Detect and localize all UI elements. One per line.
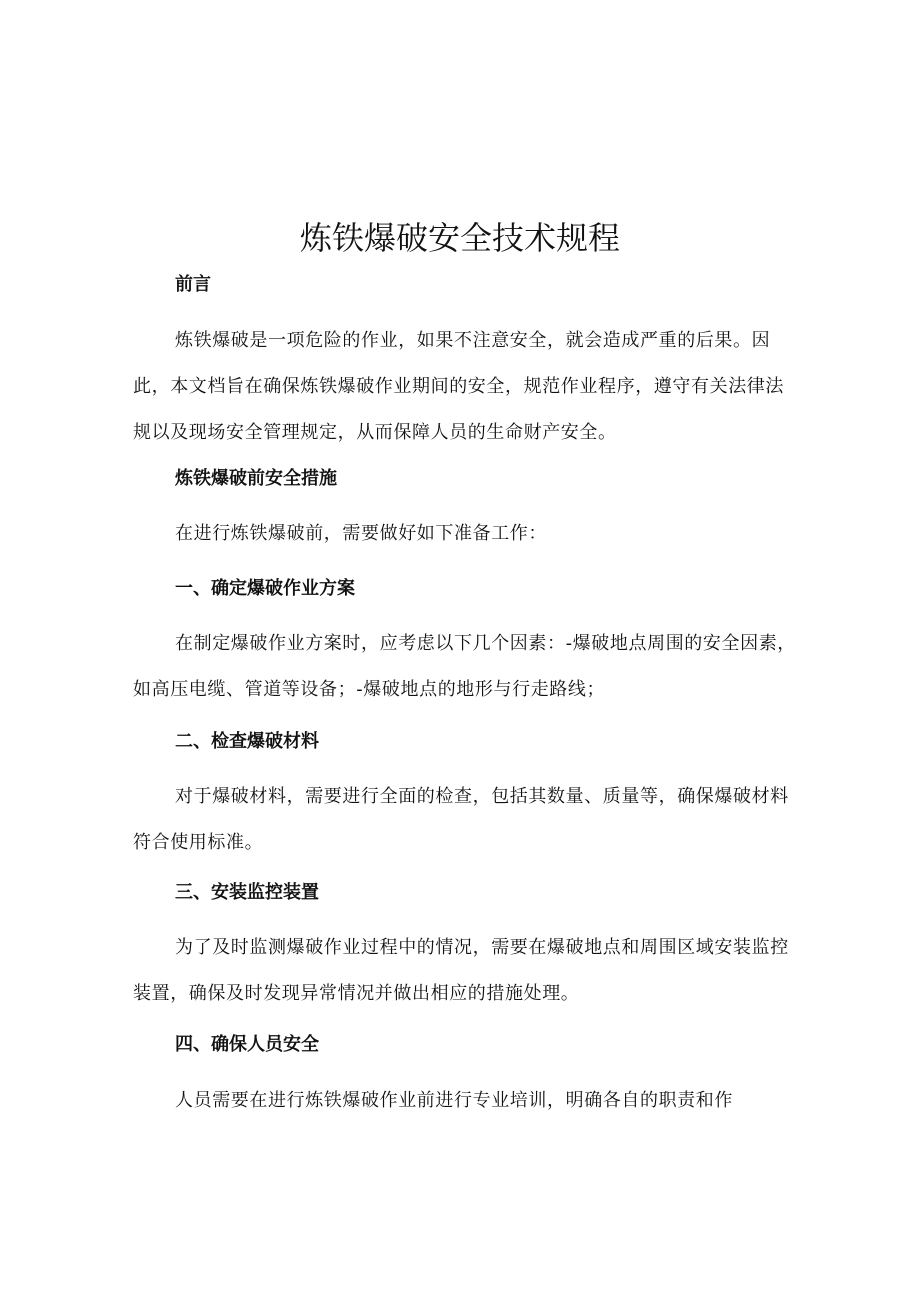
section-heading-pre-blasting-measures: 炼铁爆破前安全措施	[175, 468, 337, 489]
section-paragraph-personnel-safety: 人员需要在进行炼铁爆破作业前进行专业培训，明确各自的职责和作	[175, 1090, 733, 1111]
section-paragraph-preface: 炼铁爆破是一项危险的作业，如果不注意安全，就会造成严重的后果。因此，本文档旨在确保炼铁爆破作业期间的安全，规范作业程序，遵守有关法律法规以及现场安全管理规定，从而保障人员的生命财产安全。	[133, 330, 784, 443]
section-heading-monitoring-devices: 三、安装监控装置	[175, 882, 319, 903]
document-title: 炼铁爆破安全技术规程	[299, 219, 620, 257]
section-paragraph-pre-blasting-measures: 在进行炼铁爆破前，需要做好如下准备工作：	[175, 523, 547, 544]
section-paragraph-blasting-plan: 在制定爆破作业方案时，应考虑以下几个因素：-爆破地点周围的安全因素，如高压电缆、管道等设备；-爆破地点的地形与行走路线；	[133, 633, 796, 700]
section-heading-personnel-safety: 四、确保人员安全	[175, 1034, 319, 1055]
section-heading-check-materials: 二、检查爆破材料	[175, 731, 319, 752]
section-heading-preface: 前言	[175, 274, 211, 295]
section-paragraph-check-materials: 对于爆破材料，需要进行全面的检查，包括其数量、质量等，确保爆破材料符合使用标准。	[133, 786, 789, 853]
section-heading-blasting-plan: 一、确定爆破作业方案	[175, 578, 355, 599]
section-paragraph-monitoring-devices: 为了及时监测爆破作业过程中的情况，需要在爆破地点和周围区域安装监控装置，确保及时发现异常情况并做出相应的措施处理。	[133, 937, 789, 1004]
